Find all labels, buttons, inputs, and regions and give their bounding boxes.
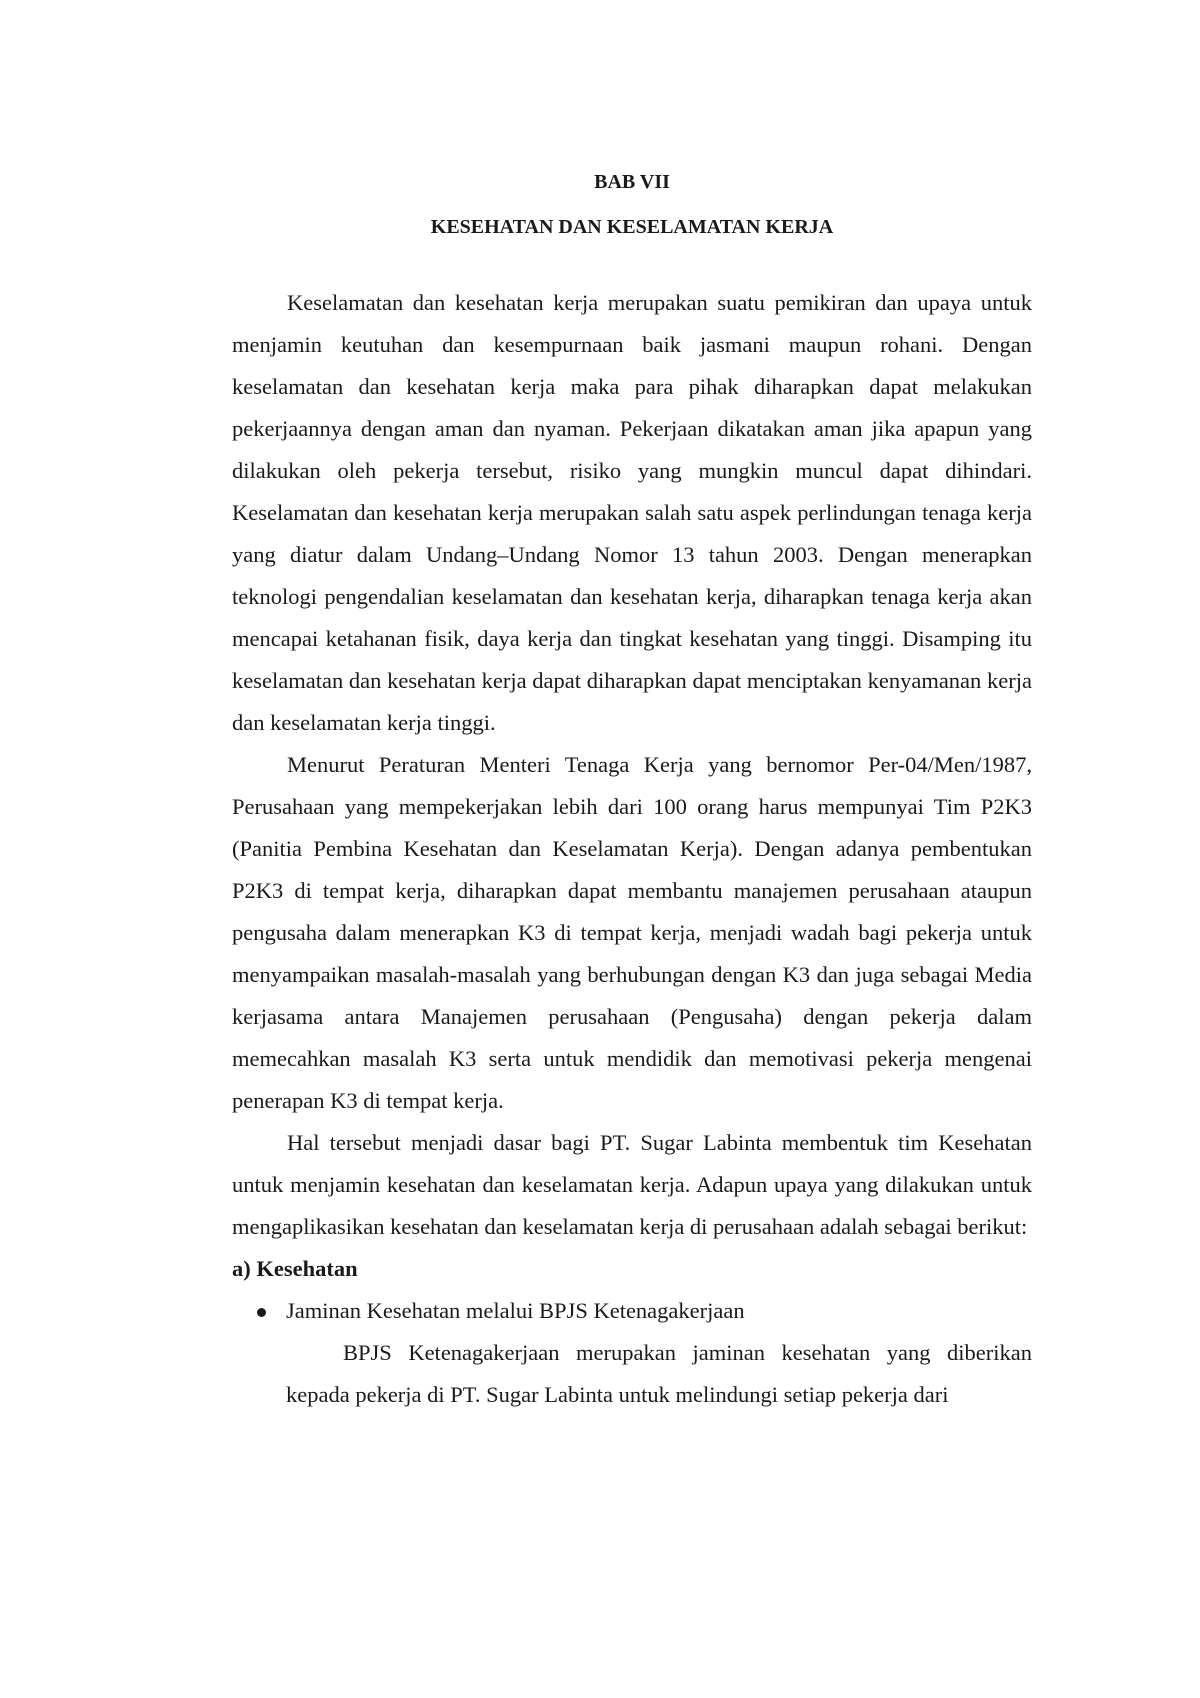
paragraph-2: Menurut Peraturan Menteri Tenaga Kerja yang bernomor Per-04/Men/1987, Perusahaan yang mempekerjakan lebih dari 100 orang harus mempunyai Tim P2K3 (Panitia Pembina Kesehatan dan Keselamatan Kerja). Dengan adanya pembentukan P2K3 di tempat kerja, diharapkan dapat membantu manajemen perusahaan ataupun pengusaha dalam menerapkan K3 di tempat kerja, menjadi wadah bagi pekerja untuk menyampaikan masalah-masalah yang berhubungan dengan K3 dan juga sebagai Media kerjasama antara Manajemen perusahaan (Pengusaha) dengan pekerja dalam memecahkan masalah K3 serta untuk mendidik dan memotivasi pekerja mengenai penerapan K3 di tempat kerja. [232, 752, 1032, 1113]
section-heading-kesehatan: a) Kesehatan [232, 1256, 358, 1281]
bullet-paragraph: BPJS Ketenagakerjaan merupakan jaminan kesehatan yang diberikan kepada pekerja di PT. Sugar Labinta untuk melindungi setiap pekerja dari [286, 1340, 1032, 1407]
chapter-title: KESEHATAN DAN KESELAMATAN KERJA [430, 216, 834, 238]
document-page [232, 170, 1032, 1416]
bullet-dot-icon [257, 1308, 266, 1317]
paragraph-1: Keselamatan dan kesehatan kerja merupakan suatu pemikiran dan upaya untuk menjamin keutuhan dan kesempurnaan baik jasmani maupun rohani. Dengan keselamatan dan kesehatan kerja maka para pihak diharapkan dapat melakukan pekerjaannya dengan aman dan nyaman. Pekerjaan dikatakan aman jika apapun yang dilakukan oleh pekerja tersebut, risiko yang mungkin muncul dapat dihindari. Keselamatan dan kesehatan kerja merupakan salah satu aspek perlindungan tenaga kerja yang diatur dalam Undang–Undang Nomor 13 tahun 2003. Dengan menerapkan teknologi pengendalian keselamatan dan kesehatan kerja, diharapkan tenaga kerja akan mencapai ketahanan fisik, daya kerja dan tingkat kesehatan yang tinggi. Disamping itu keselamatan dan kesehatan kerja dapat diharapkan dapat menciptakan kenyamanan kerja dan keselamatan kerja tinggi. [232, 290, 1032, 735]
paragraph-3: Hal tersebut menjadi dasar bagi PT. Sugar Labinta membentuk tim Kesehatan untuk menjamin kesehatan dan keselamatan kerja. Adapun upaya yang dilakukan untuk mengaplikasikan kesehatan dan keselamatan kerja di perusahaan adalah sebagai berikut: [232, 1130, 1032, 1239]
bullet-label: Jaminan Kesehatan melalui BPJS Ketenagakerjaan [286, 1298, 745, 1323]
bullet-list [232, 1290, 1032, 1332]
list-item [232, 1290, 1032, 1332]
chapter-heading: BAB VII [594, 171, 670, 193]
